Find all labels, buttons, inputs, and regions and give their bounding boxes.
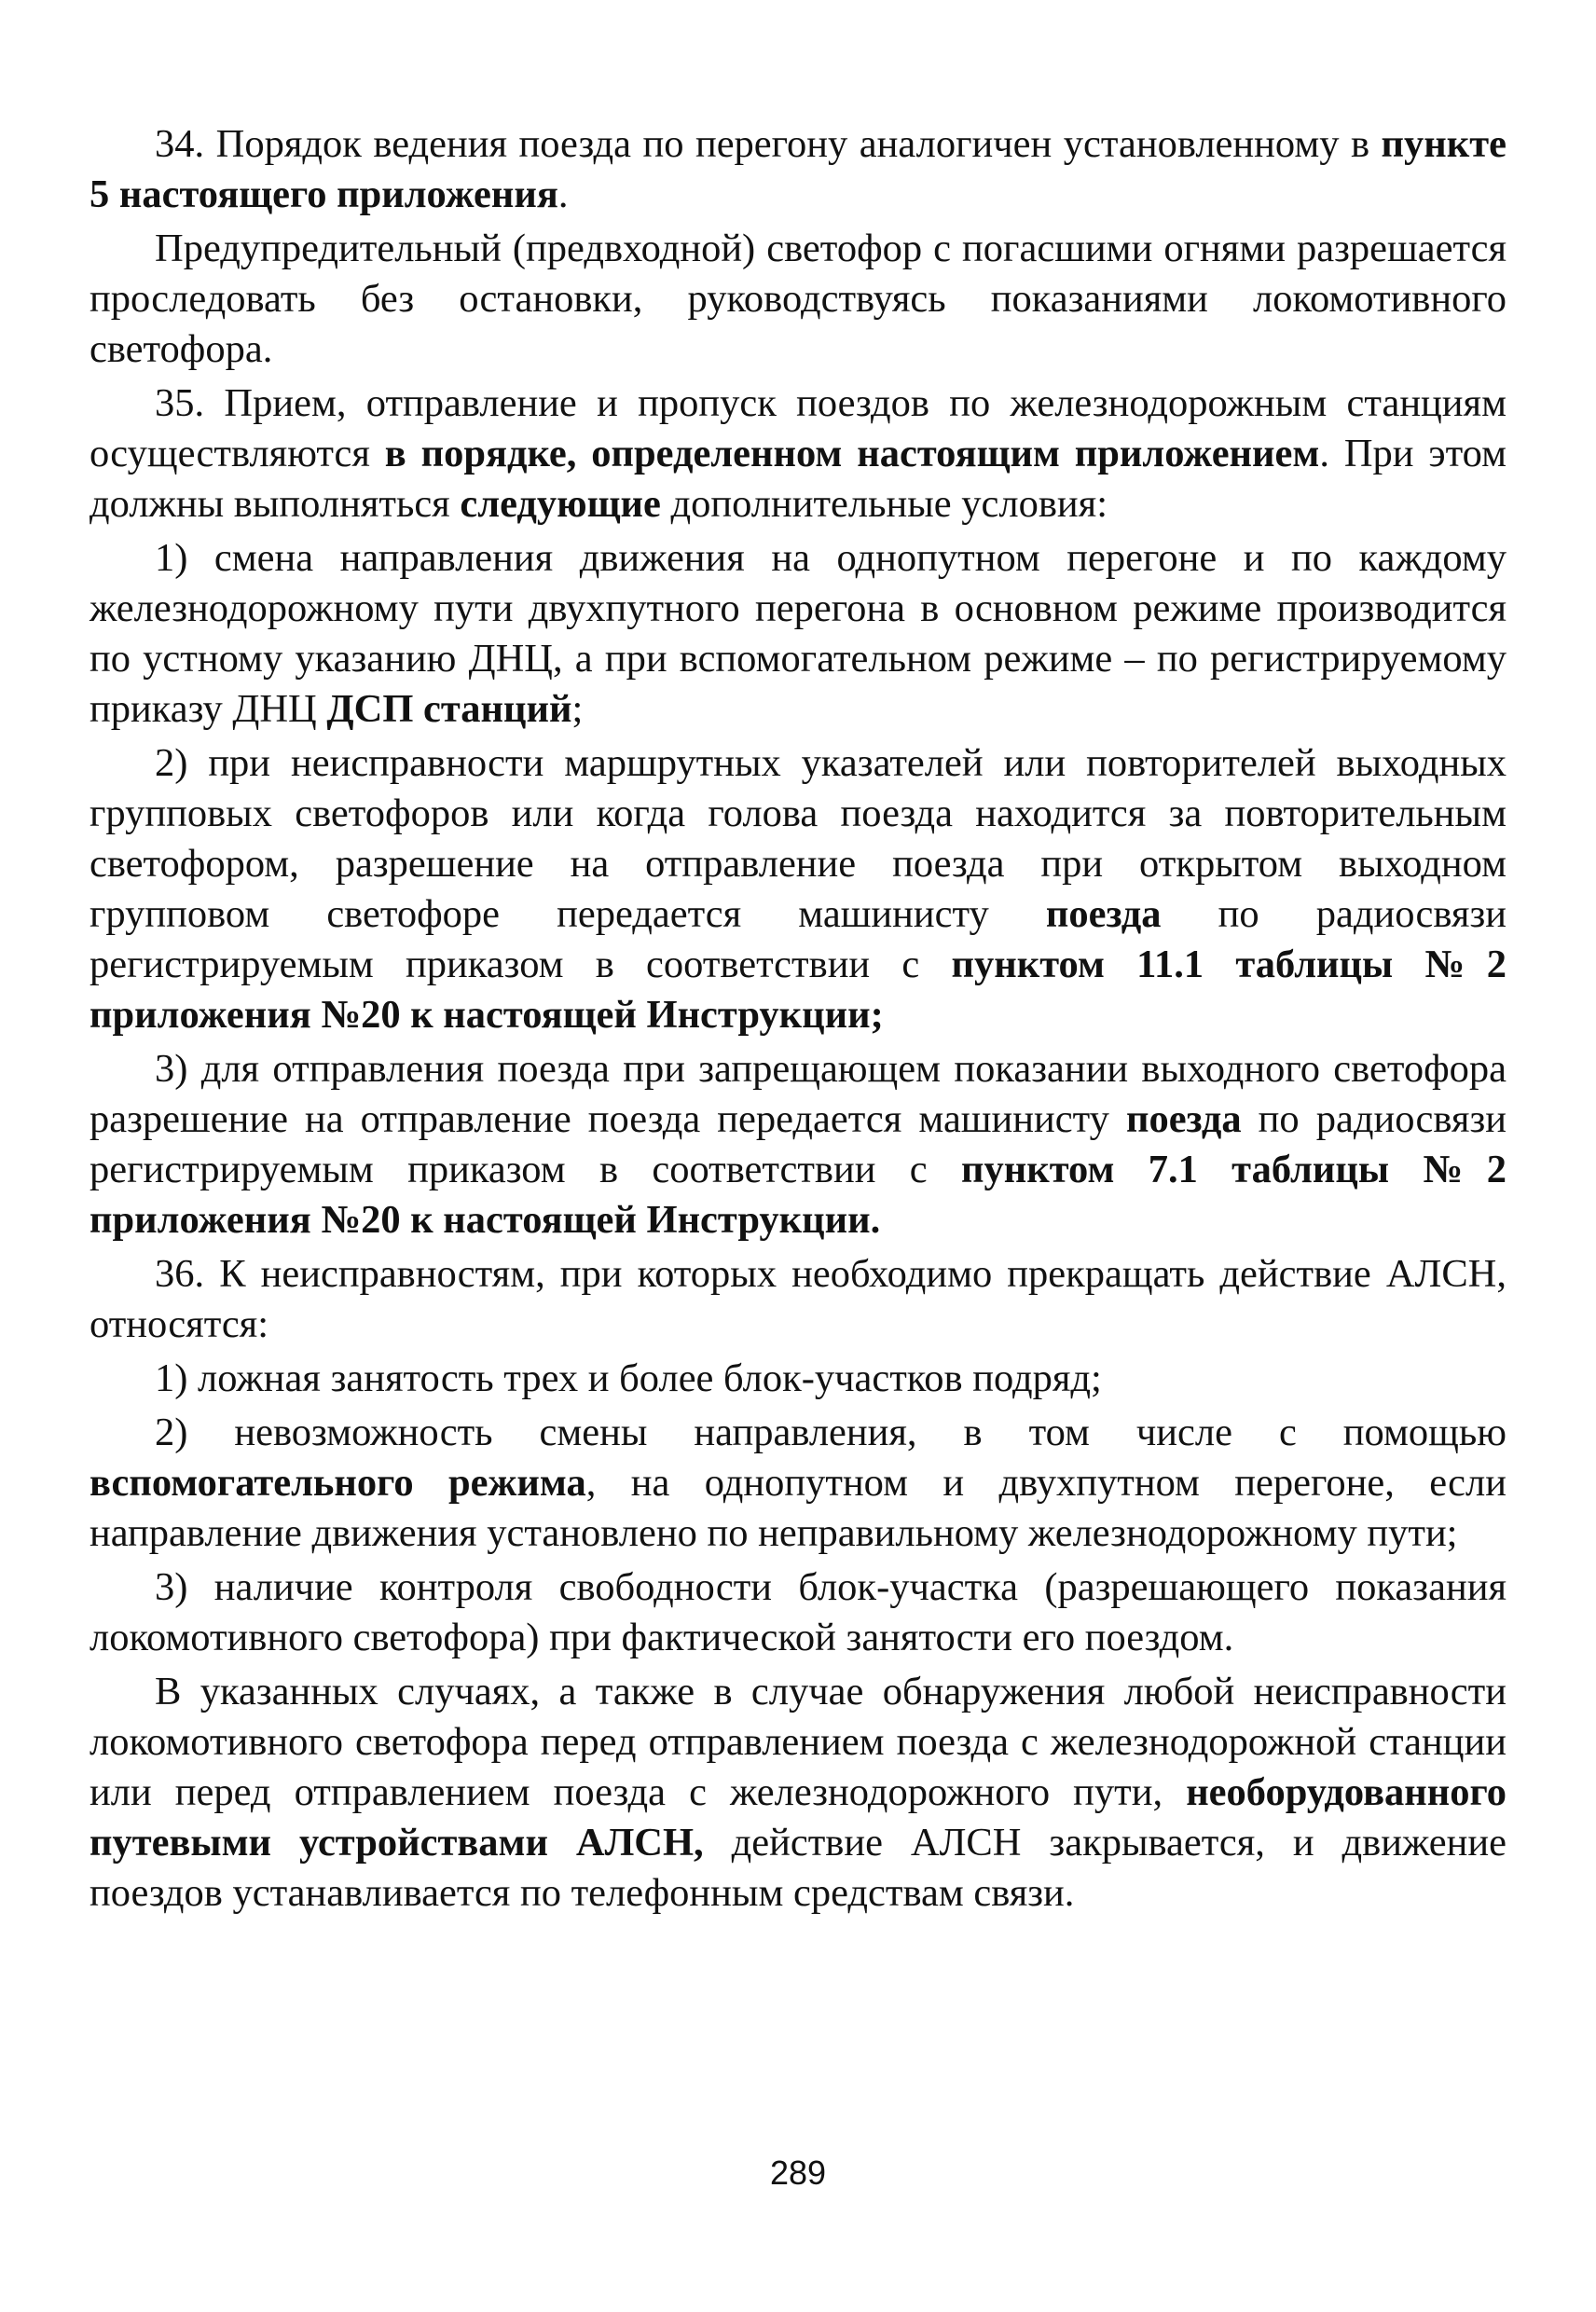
- paragraph-text: 2) при неисправности маршрутных указателей или повторителей выходных групповых светофоров или когда голова поезда находится за повторительным светофором, разрешение на отправление поезда при открытом выходном групповом светофоре передается машинисту: [89, 741, 1507, 936]
- paragraph-text: действие АЛСН закрывается, и движение поездов устанавливается по телефонным средствам связи.: [89, 1821, 1507, 1915]
- paragraph-text: 1) ложная занятость трех и более блок-участков подряд;: [155, 1356, 1102, 1400]
- paragraph-text: дополнительные условия:: [660, 482, 1108, 526]
- paragraph-35-item-1: [89, 533, 1507, 735]
- paragraph-text: 1) смена направления движения на однопутном перегоне и по каждому железнодорожному пути двухпутного перегона в основном режиме производится по устному указанию ДНЦ, а при вспомогательном режиме – по регистрируемому приказу ДНЦ: [89, 536, 1507, 731]
- paragraph-36: [89, 1249, 1507, 1350]
- bold-text: пунктом 7.1 таблицы №2 приложения №20 к настоящей Инструкции.: [89, 1148, 1507, 1242]
- paragraph-34: [89, 119, 1507, 220]
- paragraph-text: . При этом должны выполняться: [89, 432, 1507, 526]
- bold-text: пункте 5 настоящего приложения: [89, 122, 1507, 216]
- paragraph-35-item-2: [89, 738, 1507, 1040]
- bold-text: в порядке, определенном настоящим приложением: [384, 432, 1320, 475]
- paragraph-text: по радиосвязи регистрируемым приказом в соответствии с: [89, 892, 1507, 986]
- paragraph-text: ;: [571, 687, 584, 731]
- paragraph-text: 2) невозможность смены направления, в том числе с помощью: [155, 1411, 1507, 1454]
- bold-text: вспомогательного режима: [89, 1461, 586, 1505]
- page-number: 289: [769, 2154, 827, 2192]
- paragraph-35: [89, 378, 1507, 530]
- bold-text: пунктом 11.1 таблицы №2 приложения №20 к настоящей Инструкции;: [89, 943, 1507, 1037]
- paragraph-text: 36. К неисправностям, при которых необходимо прекращать действие АЛСН, относятся:: [89, 1252, 1507, 1346]
- paragraph-text: 35. Прием, отправление и пропуск поездов по железнодорожным станциям осуществляются: [89, 381, 1507, 475]
- paragraph-text: .: [557, 172, 569, 216]
- paragraph-36-item-2: [89, 1408, 1507, 1559]
- bold-text: следующие: [460, 482, 661, 526]
- bold-text: необорудованного путевыми устройствами АЛСН,: [89, 1770, 1507, 1865]
- paragraph-text: 34. Порядок ведения поезда по перегону аналогичен установленному в: [155, 122, 1382, 166]
- paragraph-36-item-3: [89, 1562, 1507, 1663]
- bold-text: ДСП станций: [326, 687, 572, 731]
- paragraph-text: Предупредительный (предвходной) светофор с погасшими огнями разрешается проследовать без остановки, руководствуясь показаниями локомотивного светофора.: [89, 227, 1507, 371]
- paragraph-signal-note: [89, 224, 1507, 375]
- paragraph-text: 3) наличие контроля свободности блок-участка (разрешающего показания локомотивного светофора) при фактической занятости его поездом.: [89, 1565, 1507, 1659]
- bold-text: поезда: [1125, 1097, 1242, 1141]
- paragraph-text: В указанных случаях, а также в случае обнаружения любой неисправности локомотивного светофора перед отправлением поезда с железнодорожной станции или перед отправлением поезда с железнодорожного пути,: [89, 1670, 1507, 1814]
- bold-text: поезда: [1045, 892, 1162, 936]
- paragraph-text: по радиосвязи регистрируемым приказом в соответствии с: [89, 1097, 1507, 1191]
- paragraph-36-item-1: [89, 1354, 1507, 1404]
- document-body: [89, 119, 1507, 1919]
- paragraph-text: 3) для отправления поезда при запрещающем показании выходного светофора разрешение на отправление поезда передается машинисту: [89, 1047, 1507, 1141]
- paragraph-closing: [89, 1667, 1507, 1919]
- paragraph-text: , на однопутном и двухпутном перегоне, если направление движения установлено по неправильному железнодорожному пути;: [89, 1461, 1507, 1555]
- paragraph-35-item-3: [89, 1044, 1507, 1245]
